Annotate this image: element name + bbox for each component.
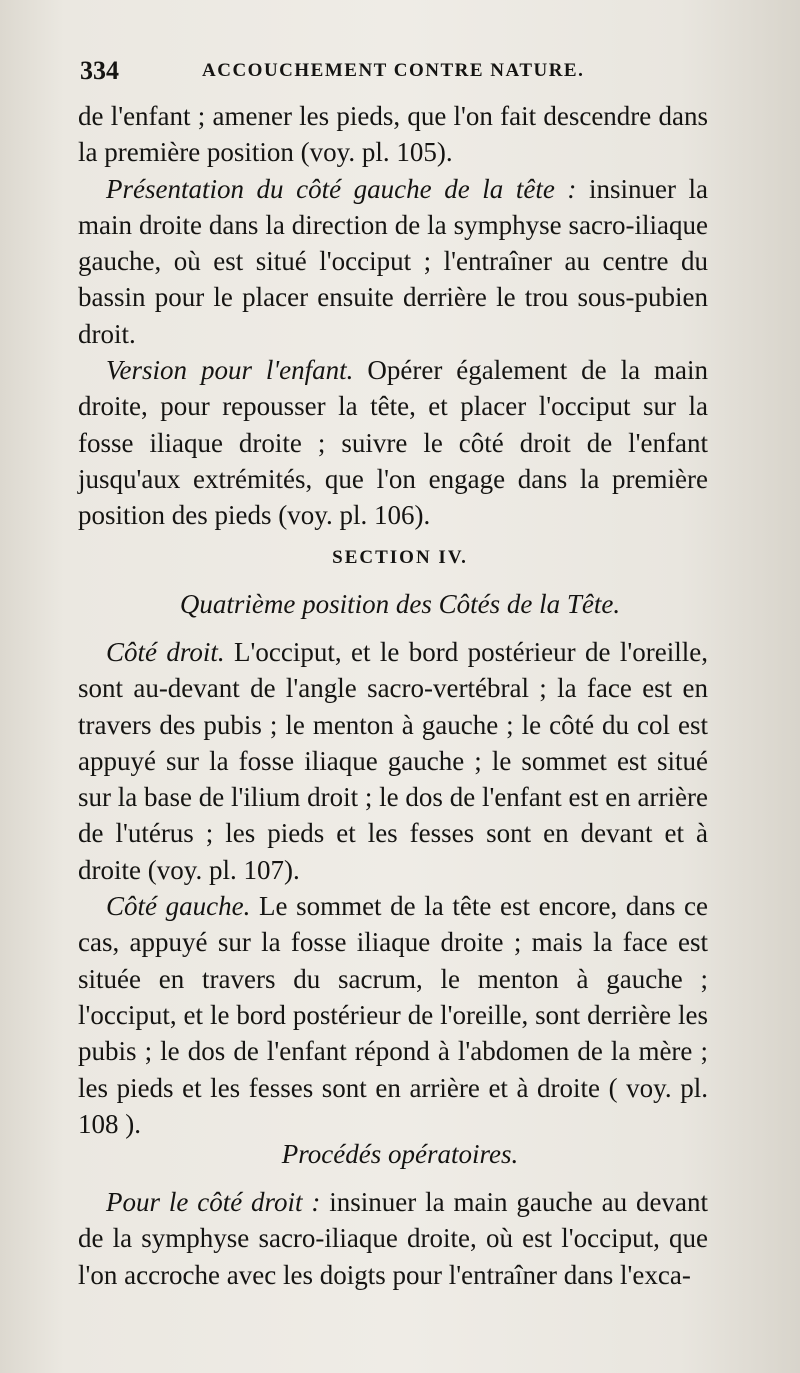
paragraph-body: Opérer également de la main droite, pour repousser la tête, et placer l'occiput sur la fosse iliaque droite ; suivre le côté droit de l'enfant jusqu'aux extrémités, que l'on engage dans la première position des pieds (voy. pl. 106). xyxy=(78,355,708,531)
text-block-1 xyxy=(78,98,708,534)
paragraph-right-side xyxy=(78,634,708,888)
section-title: Quatrième position des Côtés de la Tête. xyxy=(179,589,621,619)
paragraph-lead: Côté droit. xyxy=(106,637,225,667)
paragraph-body: L'occiput, et le bord postérieur de l'oreille, sont au-devant de l'angle sacro-vertébral ; la face est en travers des pubis ; le menton à gauche ; le côté du col est appuyé sur la fosse iliaque gauche ; le sommet est situé sur la base de l'ilium droit ; le dos de l'enfant est en arrière de l'utérus ; les pieds et les fesses sont en devant et à droite (voy. pl. 107). xyxy=(78,637,708,885)
paragraph-lead: Présentation du côté gauche de la tête : xyxy=(106,173,577,204)
paragraph-lead: Version pour l'enfant. xyxy=(106,355,354,386)
paragraph-body: insinuer la main gauche au devant de la symphyse sacro-iliaque droite, où est l'occiput, que l'on accroche avec les doigts pour l'entraîner dans l'exca- xyxy=(78,1187,708,1290)
paragraph-body: Le sommet de la tête est encore, dans ce cas, appuyé sur la fosse iliaque droite ; mais la face est située en travers du sacrum, le menton à gauche ; l'occiput, et le bord postérieur de l'oreille, sont derrière les pubis ; le dos de l'enfant répond à l'abdomen de la mère ; les pieds et les fesses sont en arrière et à droite ( voy. pl. 108 ). xyxy=(78,891,708,1139)
page-header xyxy=(80,56,710,88)
paragraph-lead: Pour le côté droit : xyxy=(106,1187,321,1217)
section-heading: SECTION IV. xyxy=(332,547,468,568)
running-head: ACCOUCHEMENT CONTRE NATURE. xyxy=(202,60,585,81)
text-block-2 xyxy=(78,634,708,1142)
text-block-3 xyxy=(78,1184,708,1293)
paragraph-left-side xyxy=(78,888,708,1142)
paragraph-procedure xyxy=(78,1184,708,1293)
paragraph-continuation: de l'enfant ; amener les pieds, que l'on fait descendre dans la première position (voy. pl. 105). xyxy=(78,101,708,168)
paragraph-lead: Côté gauche. xyxy=(106,891,251,922)
paragraph-version xyxy=(78,352,708,533)
paragraph-body: insinuer la main droite dans la direction de la symphyse sacro-iliaque gauche, où est situé l'occiput ; l'entraîner au centre du bassin pour le placer ensuite derrière le trou sous-pubien droit. xyxy=(78,173,708,349)
paragraph-presentation-left xyxy=(78,171,708,352)
page-number: 334 xyxy=(80,56,119,85)
procedures-title: Procédés opératoires. xyxy=(281,1139,519,1169)
